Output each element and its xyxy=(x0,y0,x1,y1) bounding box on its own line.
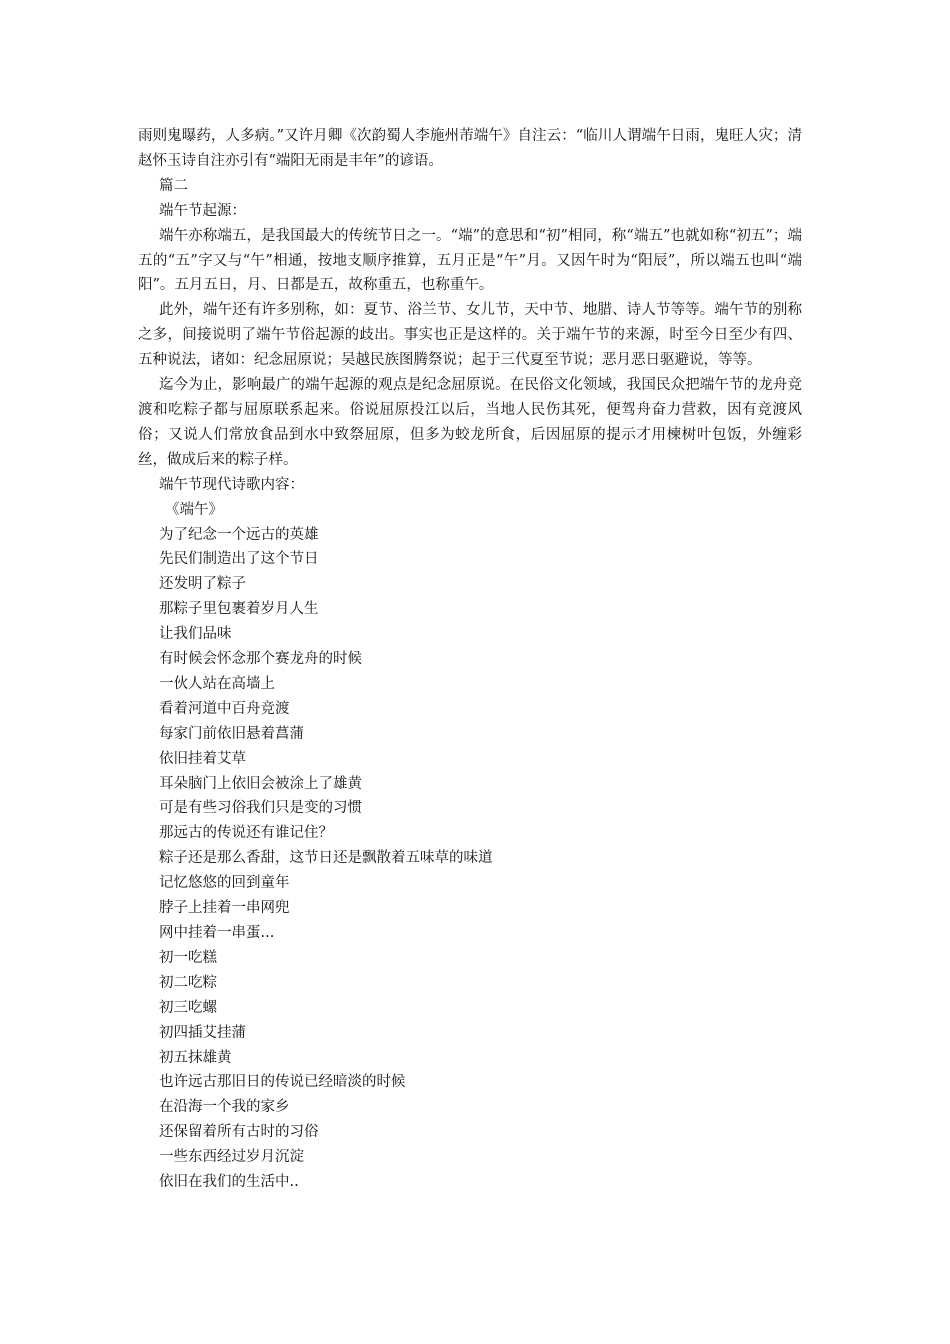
paragraph-other-names: 此外，端午还有许多别称，如：夏节、浴兰节、女儿节，天中节、地腊、诗人节等等。端午节的别称之多，间接说明了端午节俗起源的歧出。事实也正是这样的。关于端午节的来源，时至今日至少有四、五种说法，诸如：纪念屈原说；吴越民族图腾祭说；起于三代夏至节说；恶月恶日驱避说，等等。 xyxy=(138,302,802,369)
poem-heading: 端午节现代诗歌内容： xyxy=(159,476,304,493)
poem-line: 初四插艾挂蒲 xyxy=(159,1024,246,1041)
poem-line: 网中挂着一串蛋... xyxy=(159,925,275,941)
poem-line: 依旧在我们的生活中.. xyxy=(159,1174,299,1191)
poem-line: 在沿海一个我的家乡 xyxy=(159,1099,290,1116)
poem-line: 看着河道中百舟竞渡 xyxy=(159,700,290,717)
poem-body xyxy=(138,523,802,1195)
origin-heading: 端午节起源： xyxy=(159,202,246,219)
poem-line: 初一吃糕 xyxy=(159,949,217,966)
document-body xyxy=(138,124,802,1195)
poem-line: 还发明了粽子 xyxy=(159,576,246,593)
poem-line: 依旧挂着艾草 xyxy=(159,750,246,767)
poem-line: 一伙人站在高墙上 xyxy=(159,675,275,692)
poem-line: 那远古的传说还有谁记住？ xyxy=(159,825,333,842)
section-label: 篇二 xyxy=(159,177,188,194)
poem-line: 粽子还是那么香甜，这节日还是飘散着五味草的味道 xyxy=(159,850,493,867)
poem-line: 让我们品味 xyxy=(159,626,232,643)
poem-line: 耳朵脑门上依旧会被涂上了雄黄 xyxy=(159,775,362,792)
poem-line: 初三吃螺 xyxy=(159,999,217,1016)
poem-line: 可是有些习俗我们只是变的习惯 xyxy=(159,800,362,817)
paragraph-qu-yuan: 迄今为止，影响最广的端午起源的观点是纪念屈原说。在民俗文化领域，我国民众把端午节的龙舟竞渡和吃粽子都与屈原联系起来。俗说屈原投江以后，当地人民伤其死，便驾舟奋力营救，因有竞渡风俗；又说人们常放食品到水中致祭屈原，但多为蛟龙所食，后因屈原的提示才用楝树叶包饭，外缠彩丝，做成后来的粽子样。 xyxy=(138,377,802,468)
poem-line: 初五抹雄黄 xyxy=(159,1049,232,1066)
poem-line: 有时候会怀念那个赛龙舟的时候 xyxy=(159,651,362,668)
poem-line: 也许远古那旧日的传说已经暗淡的时候 xyxy=(159,1074,406,1091)
poem-line: 为了纪念一个远古的英雄 xyxy=(159,526,319,543)
poem-line: 初二吃粽 xyxy=(159,974,217,991)
poem-line: 那粽子里包裹着岁月人生 xyxy=(159,601,319,618)
poem-line: 一些东西经过岁月沉淀 xyxy=(159,1149,304,1166)
paragraph-origin-names: 端午亦称端五，是我国最大的传统节日之一。“端”的意思和“初”相同，称“端五”也就如称“初五”；端五的“五”字又与“午”相通，按地支顺序推算，五月正是“午”月。又因午时为“阳辰”，所以端五也叫“端阳”。五月五日，月、日都是五，故称重五，也称重午。 xyxy=(138,227,802,294)
intro-paragraph: 雨则鬼曝药，人多病。”又许月卿《次韵蜀人李施州芾端午》自注云：“临川人谓端午日雨，鬼旺人灾；清赵怀玉诗自注亦引有“端阳无雨是丰年”的谚语。 xyxy=(138,128,802,169)
poem-line: 还保留着所有古时的习俗 xyxy=(159,1124,319,1141)
poem-line: 先民们制造出了这个节日 xyxy=(159,551,319,568)
poem-line: 记忆悠悠的回到童年 xyxy=(159,875,290,892)
poem-line: 每家门前依旧悬着菖蒲 xyxy=(159,725,304,742)
poem-line: 脖子上挂着一串网兜 xyxy=(159,900,290,917)
poem-title: 《端午》 xyxy=(165,501,223,518)
